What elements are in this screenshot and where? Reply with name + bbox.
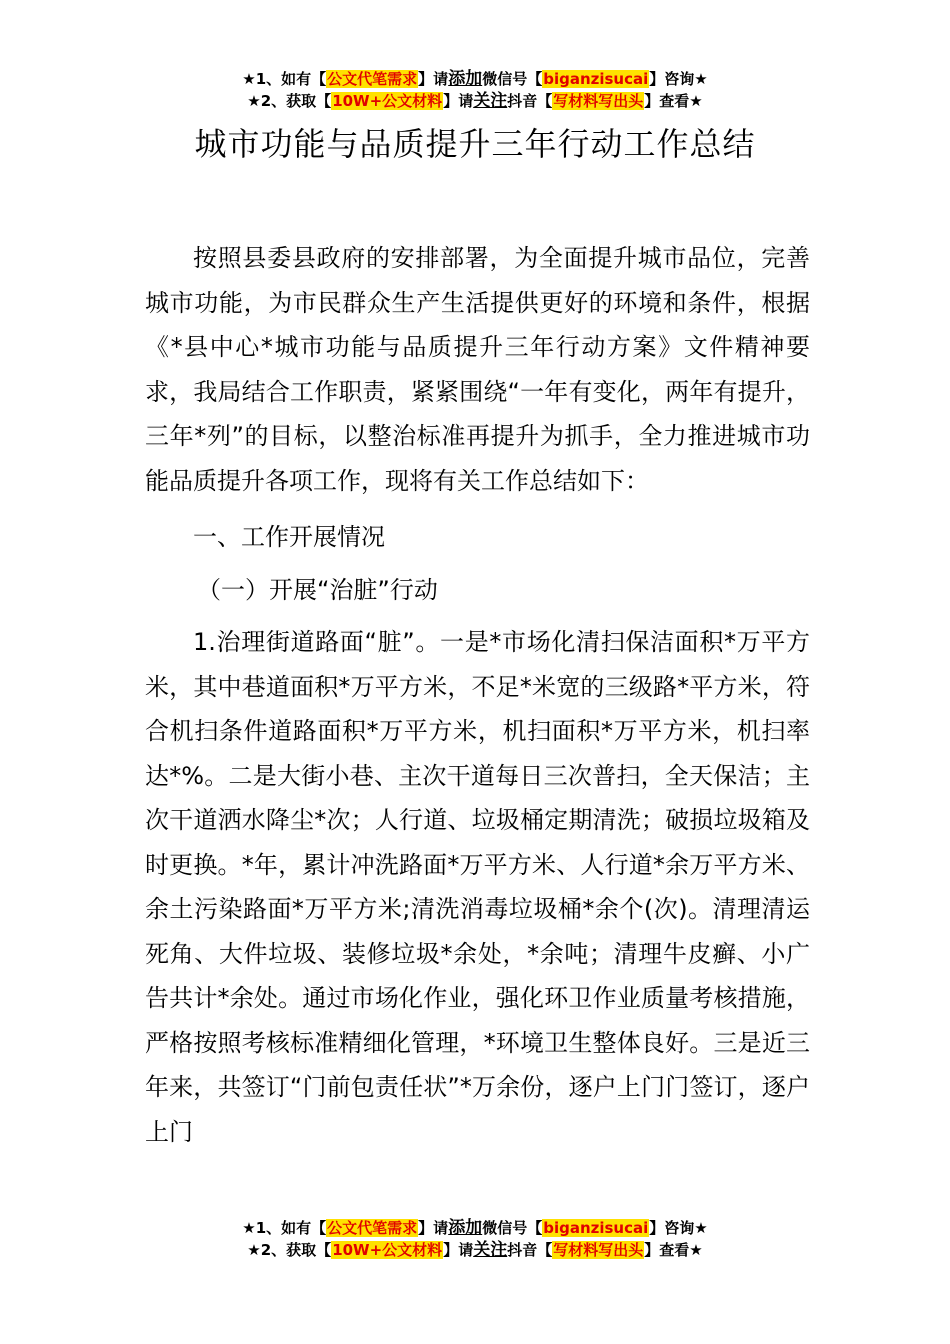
banner-text: 抖音【 xyxy=(507,1241,553,1259)
banner-text: 】咨询★ xyxy=(649,70,708,88)
banner-highlight: 10W+公文材料 xyxy=(332,92,443,110)
subsection-heading: （一）开展“治脏”行动 xyxy=(197,575,438,604)
banner-highlight: 写材料写出头 xyxy=(553,1241,644,1259)
banner-highlight: biganzisucai xyxy=(543,1219,649,1237)
banner-text: ★1、如有【 xyxy=(242,1219,327,1237)
document-body xyxy=(145,236,810,1154)
banner-text: 微信号【 xyxy=(482,70,543,88)
banner-text: 】请 xyxy=(418,1219,449,1237)
banner-line-1 xyxy=(0,1217,950,1239)
banner-emphasis: 关注 xyxy=(473,91,508,111)
banner-text: 】请 xyxy=(418,70,449,88)
section-heading: 一、工作开展情况 xyxy=(193,523,385,551)
banner-text: 】查看★ xyxy=(644,92,703,110)
banner-text: 抖音【 xyxy=(507,92,553,110)
banner-line-2 xyxy=(0,1239,950,1261)
banner-text: 】查看★ xyxy=(644,1241,703,1259)
banner-text: ★2、获取【 xyxy=(247,92,332,110)
banner-text: 】请 xyxy=(443,92,474,110)
banner-emphasis: 添加 xyxy=(448,69,483,89)
banner-highlight: 公文代笔需求 xyxy=(327,70,418,88)
banner-highlight: 10W+公文材料 xyxy=(332,1241,443,1259)
banner-text: ★1、如有【 xyxy=(242,70,327,88)
top-ad-banner xyxy=(0,68,950,112)
banner-text: 微信号【 xyxy=(482,1219,543,1237)
intro-paragraph: 按照县委县政府的安排部署，为全面提升城市品位，完善城市功能，为市民群众生产生活提供更好的环境和条件，根据《*县中心*城市功能与品质提升三年行动方案》文件精神要求，我局结合工作职责，紧紧围绕“一年有变化，两年有提升，三年*列”的目标，以整治标准再提升为抓手，全力推进城市功能品质提升各项工作，现将有关工作总结如下： xyxy=(145,244,810,495)
banner-emphasis: 添加 xyxy=(448,1218,483,1238)
banner-line-2 xyxy=(0,90,950,112)
bottom-ad-banner xyxy=(0,1217,950,1261)
banner-text: ★2、获取【 xyxy=(247,1241,332,1259)
banner-highlight: 写材料写出头 xyxy=(553,92,644,110)
body-paragraph: 1.治理街道路面“脏”。一是*市场化清扫保洁面积*万平方米，其中巷道面积*万平方米，不足*米宽的三级路*平方米，符合机扫条件道路面积*万平方米，机扫面积*万平方米，机扫率达*%。二是大街小巷、主次干道每日三次普扫，全天保洁；主次干道洒水降尘*次；人行道、垃圾桶定期清洗；破损垃圾箱及时更换。*年，累计冲洗路面*万平方米、人行道*余万平方米、余土污染路面*万平方米;清洗消毒垃圾桶*余个(次)。清理清运死角、大件垃圾、装修垃圾*余处，*余吨；清理牛皮癣、小广告共计*余处。通过市场化作业，强化环卫作业质量考核措施，严格按照考核标准精细化管理，*环境卫生整体良好。三是近三年来，共签订“门前包责任状”*万余份，逐户上门门签订，逐户上门 xyxy=(145,628,810,1146)
document-title: 城市功能与品质提升三年行动工作总结 xyxy=(194,125,756,163)
banner-line-1 xyxy=(0,68,950,90)
banner-text: 】请 xyxy=(443,1241,474,1259)
banner-emphasis: 关注 xyxy=(473,1240,508,1260)
banner-text: 】咨询★ xyxy=(649,1219,708,1237)
banner-highlight: 公文代笔需求 xyxy=(327,1219,418,1237)
banner-highlight: biganzisucai xyxy=(543,70,649,88)
